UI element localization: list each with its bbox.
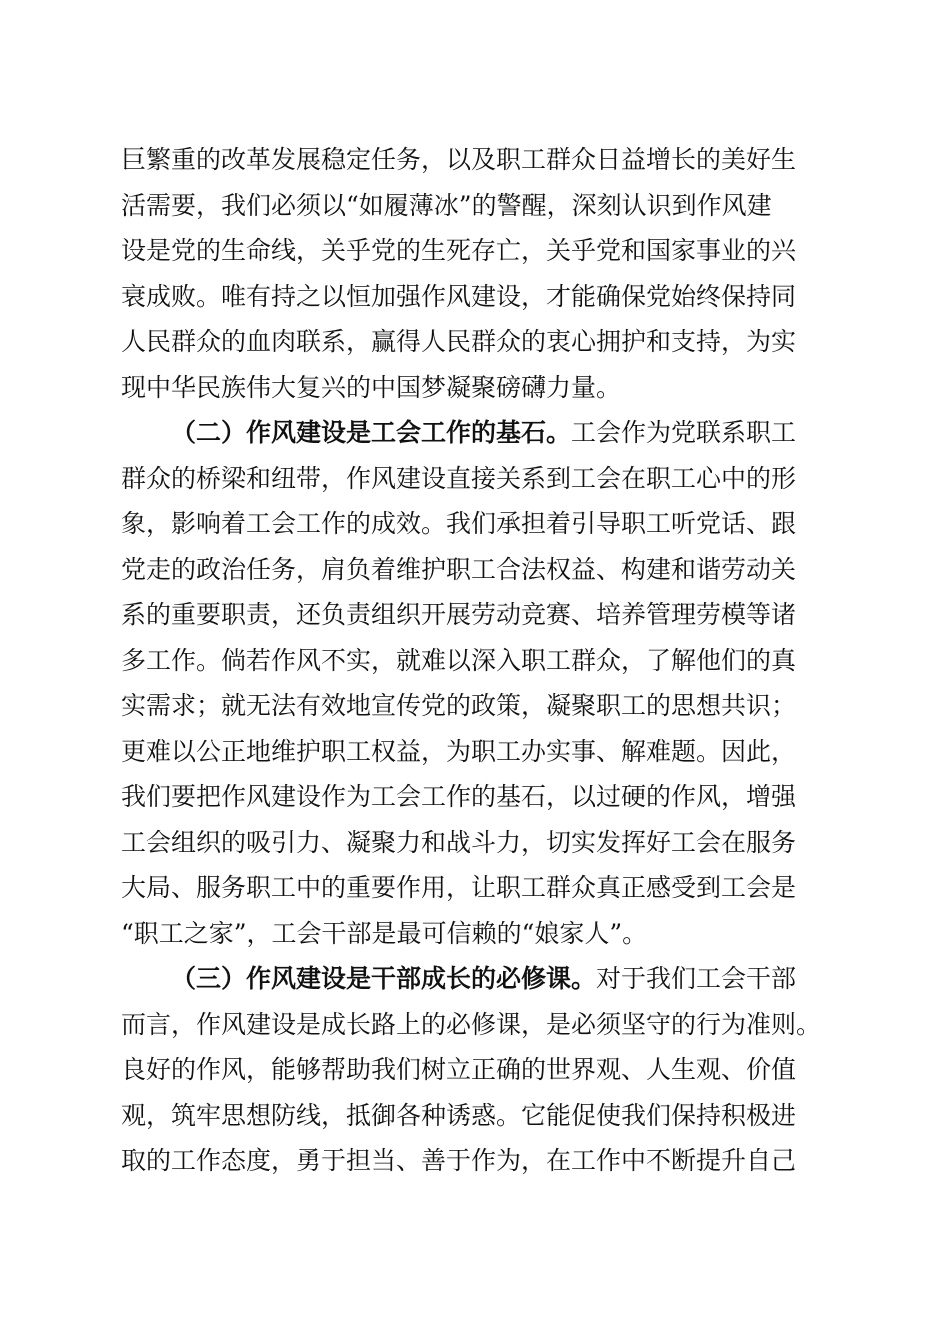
body-line: 象，影响着工会工作的成效。我们承担着引导职工听党话、跟 bbox=[121, 509, 797, 538]
body-line: 而言，作风建设是成长路上的必修课，是必须坚守的行为准则。 bbox=[121, 1009, 822, 1039]
body-line: 实需求；就无法有效地宣传党的政策，凝聚职工的思想共识； bbox=[121, 691, 797, 720]
body-line: 更难以公正地维护职工权益，为职工办实事、解难题。因此， bbox=[121, 736, 797, 766]
body-line: 系的重要职责，还负责组织开展劳动竞赛、培养管理劳模等诸 bbox=[121, 600, 797, 629]
body-line: 活需要，我们必须以“如履薄冰”的警醒，深刻认识到作风建 bbox=[121, 190, 772, 220]
body-line: 取的工作态度，勇于担当、善于作为，在工作中不断提升自己 bbox=[121, 1146, 797, 1175]
section-heading: （二）作风建设是工会工作的基石。 bbox=[171, 418, 572, 447]
body-line: 多工作。倘若作风不实，就难以深入职工群众，了解他们的真 bbox=[121, 645, 797, 675]
body-line: 人民群众的血肉联系，赢得人民群众的衷心拥护和支持，为实 bbox=[121, 327, 797, 356]
section-two-first-line: （二）作风建设是工会工作的基石。工会作为党联系职工 bbox=[171, 418, 797, 447]
body-line: 群众的桥梁和纽带，作风建设直接关系到工会在职工心中的形 bbox=[121, 463, 797, 493]
body-line: 良好的作风，能够帮助我们树立正确的世界观、人生观、价值 bbox=[121, 1055, 797, 1084]
body-line: “职工之家”，工会干部是最可信赖的“娘家人”。 bbox=[121, 918, 648, 948]
body-line: 工会组织的吸引力、凝聚力和战斗力，切实发挥好工会在服务 bbox=[121, 827, 797, 857]
body-line: 设是党的生命线，关乎党的生死存亡，关乎党和国家事业的兴 bbox=[121, 236, 797, 265]
body-line: 观，筑牢思想防线，抵御各种诱惑。它能促使我们保持积极进 bbox=[121, 1100, 797, 1130]
body-line: 衰成败。唯有持之以恒加强作风建设，才能确保党始终保持同 bbox=[121, 281, 797, 311]
body-line: 巨繁重的改革发展稳定任务，以及职工群众日益增长的美好生 bbox=[121, 145, 797, 174]
body-line: 我们要把作风建设作为工会工作的基石，以过硬的作风，增强 bbox=[121, 782, 797, 811]
section-three-first-line: （三）作风建设是干部成长的必修课。对于我们工会干部 bbox=[171, 964, 797, 993]
section-heading: （三）作风建设是干部成长的必修课。 bbox=[171, 964, 597, 993]
body-line: 现中华民族伟大复兴的中国梦凝聚磅礴力量。 bbox=[121, 372, 622, 402]
body-line: 党走的政治任务，肩负着维护职工合法权益、构建和谐劳动关 bbox=[121, 554, 797, 584]
body-line: 大局、服务职工中的重要作用，让职工群众真正感受到工会是 bbox=[121, 873, 797, 902]
